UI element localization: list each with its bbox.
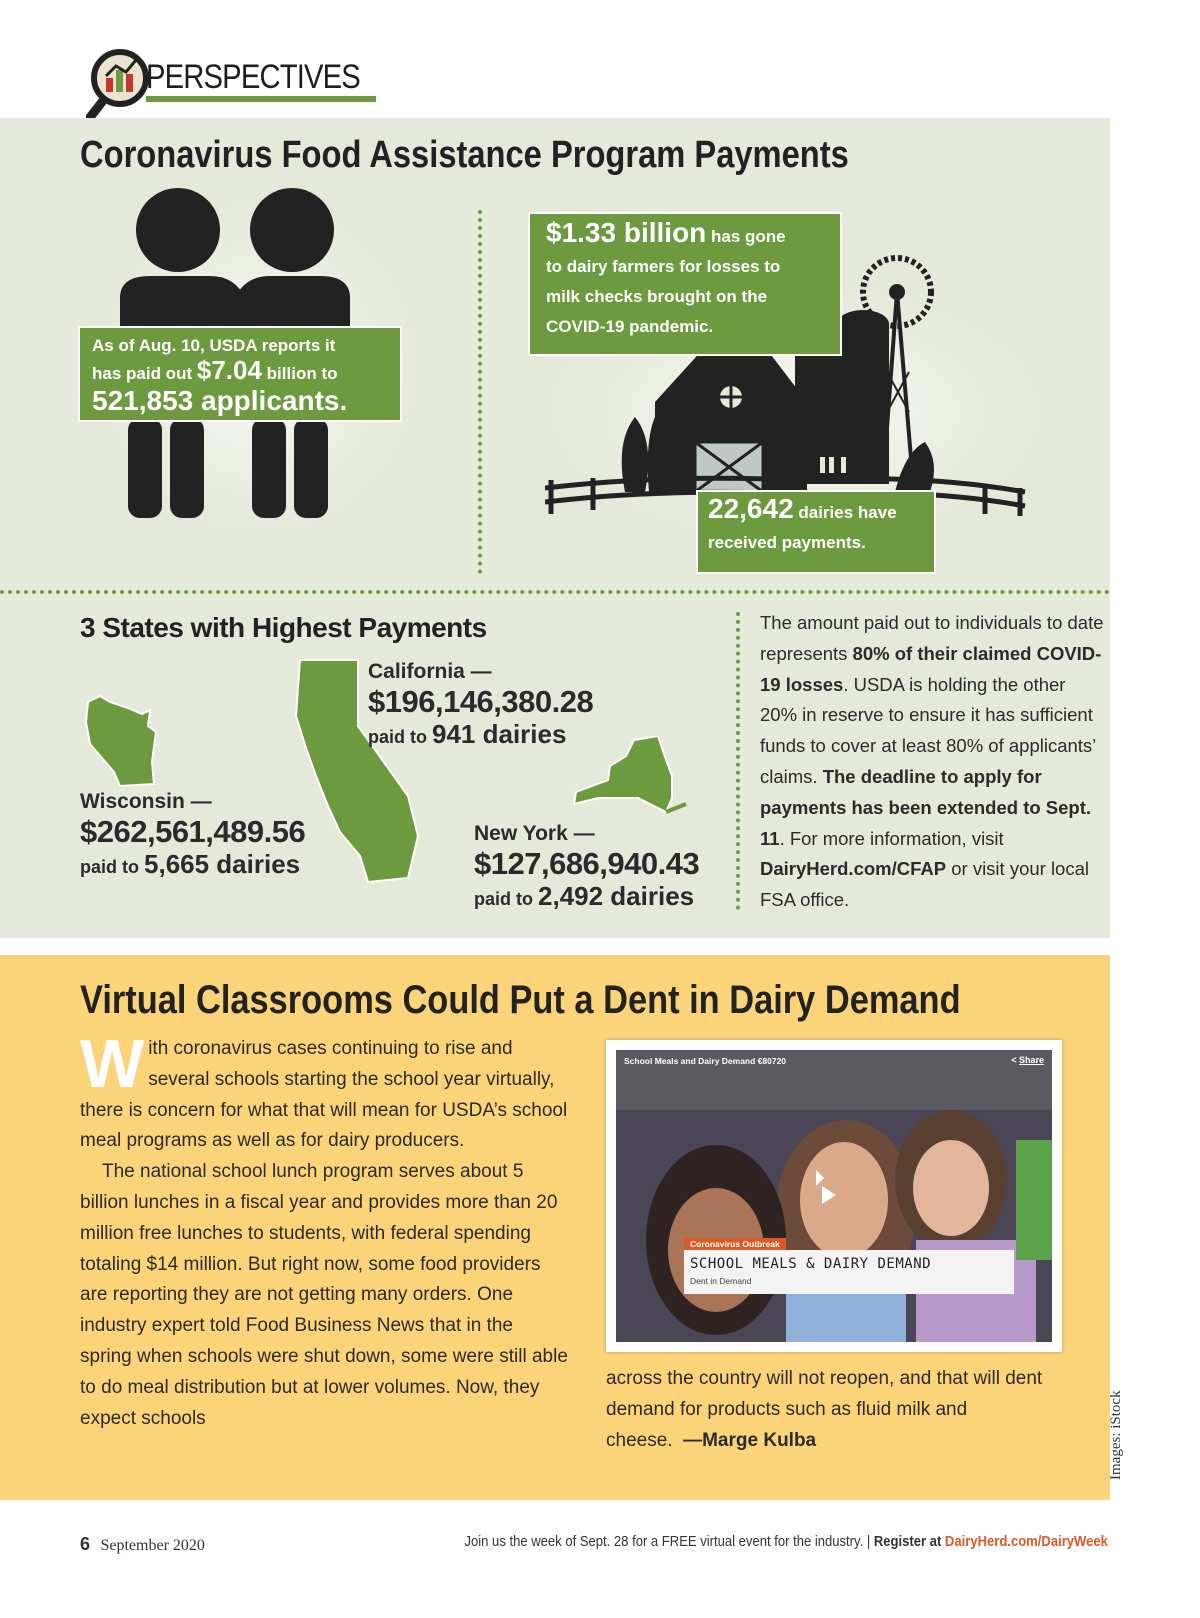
image-credit: Images: iStock xyxy=(1108,1390,1124,1480)
banner-headline: SCHOOL MEALS & DAIRY DEMAND xyxy=(690,1256,932,1272)
article-body-right: across the country will not reopen, and that will dent demand for products such as fluid milk and cheese. —Marge Kulba xyxy=(606,1368,1043,1451)
dairy-payments-callout: $1.33 billion has gone to dairy farmers for losses to milk checks brought on the COVID-19 pandemic. xyxy=(528,212,842,356)
new-york-stat: New York — $127,686,940.43 paid to 2,492 dairies xyxy=(474,822,700,911)
cfap-link[interactable]: DairyHerd.com/CFAP xyxy=(760,858,947,880)
article-body-left: With coronavirus cases continuing to rise and several schools starting the school year virtually, there is concern for what that will mean for USDA’s school meal programs as well as for dairy producers. The national school lunch program serves about 5 billion lunches in a fiscal year and provides more than 20 million free lunches to students, with federal spending totaling $14 million. But right now, some food providers are reporting they are not getting many orders. One industry expert told Food Business News that in the spring when schools were shut down, some were still able to do meal distribution but at lower volumes. Now, they expect schools xyxy=(80,1026,568,1429)
horizontal-divider xyxy=(0,590,1110,594)
lower-third-banner xyxy=(684,1239,1014,1294)
states-title: 3 States with Highest Payments xyxy=(80,612,487,643)
wisconsin-stat: Wisconsin — $262,561,489.56 paid to 5,665 dairies xyxy=(80,790,306,879)
video-player[interactable] xyxy=(606,1040,1062,1352)
vertical-divider-bottom xyxy=(736,612,740,910)
dairies-count-callout: 22,642 dairies have received payments. xyxy=(696,490,936,574)
share-icon: < xyxy=(1011,1055,1019,1065)
share-button[interactable]: < Share xyxy=(1011,1055,1044,1065)
section-title: PERSPECTIVES xyxy=(146,58,360,96)
banner-subhead: Dent in Demand xyxy=(690,1276,752,1286)
vertical-divider-top xyxy=(478,210,482,574)
footer-promo: Join us the week of Sept. 28 for a FREE virtual event for the industry. | Register at DairyHerd.com/DairyWeek xyxy=(464,1534,1108,1550)
dairyweek-link[interactable]: DairyHerd.com/DairyWeek xyxy=(945,1534,1108,1550)
issue-date: September 2020 xyxy=(100,1537,205,1554)
drop-cap: W xyxy=(80,1026,145,1102)
section-rule xyxy=(146,96,376,102)
cfap-title: Coronavirus Food Assistance Program Payments xyxy=(80,134,849,176)
page-number: 6 xyxy=(80,1534,91,1554)
video-title: School Meals and Dairy Demand €80720 xyxy=(624,1056,787,1066)
article-title: Virtual Classrooms Could Put a Dent in Dairy Demand xyxy=(80,978,961,1022)
section-header xyxy=(86,48,376,118)
byline: —Marge Kulba xyxy=(683,1429,817,1451)
footer-left xyxy=(80,1534,205,1555)
cfap-sidenote: The amount paid out to individuals to date represents 80% of their claimed COVID-19 losses. USDA is holding the other 20% in reserve to ensure it has sufficient funds to cover at least 80% of applicants’ claims. The deadline to apply for payments has been extended to Sept. 11. For more information, visit DairyHerd.com/CFAP or visit your local FSA office. xyxy=(760,612,1104,911)
video-screen[interactable] xyxy=(616,1050,1052,1342)
banner-tag: Coronavirus Outbreak xyxy=(684,1238,786,1250)
california-stat: California — $196,146,380.28 paid to 941 dairies xyxy=(368,660,594,749)
applicants-callout: As of Aug. 10, USDA reports it has paid out $7.04 billion to 521,853 applicants. xyxy=(78,326,402,422)
play-icon[interactable] xyxy=(822,1186,836,1204)
wisconsin-map-icon xyxy=(80,692,170,792)
